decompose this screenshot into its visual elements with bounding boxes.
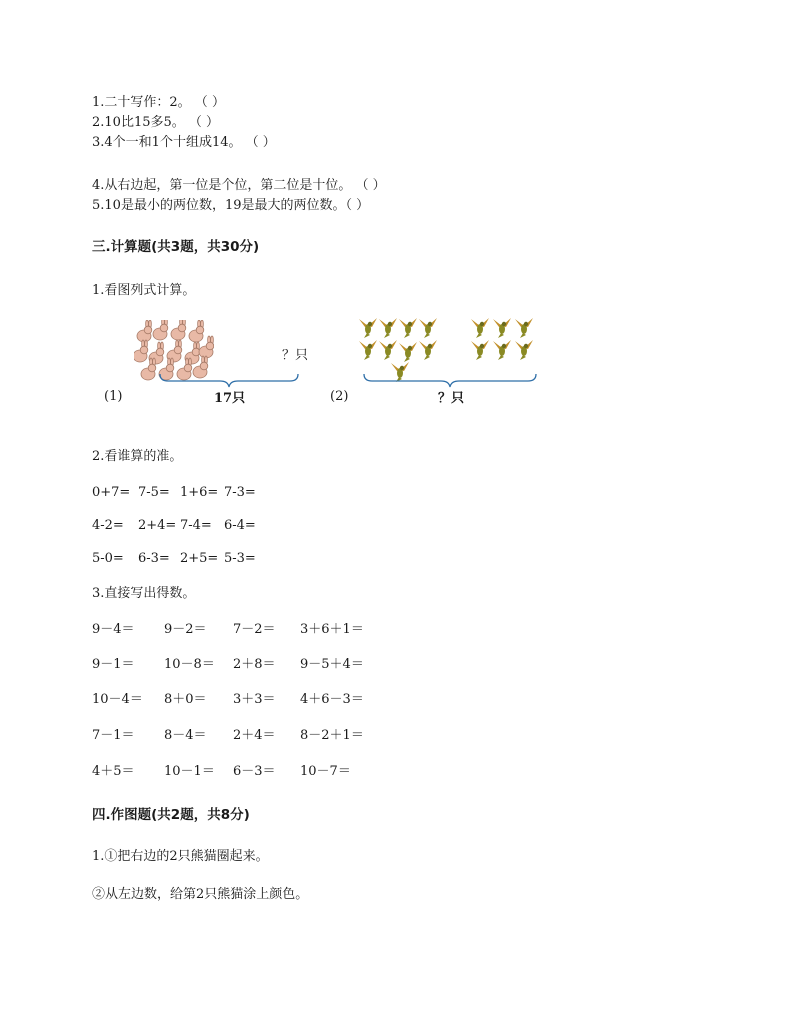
q3-equation-r1-c3: 7－2＝ xyxy=(233,622,276,637)
fig2-brace xyxy=(362,372,538,388)
q2-equation-r2-c1: 4-2= xyxy=(92,518,124,533)
section3-title: 三.计算题(共3题，共30分) xyxy=(92,239,260,255)
rabbit-figure xyxy=(134,340,148,362)
q3-equation-r4-c2: 8－4＝ xyxy=(164,728,207,743)
rabbit-figure xyxy=(153,320,168,340)
q2-equation-r2-c2: 2+4= xyxy=(138,518,177,533)
q3-equation-r2-c3: 2＋8＝ xyxy=(233,657,276,672)
q2-equation-r3-c1: 5-0= xyxy=(92,551,124,566)
fig1-unknown-label: ？只 xyxy=(282,348,309,363)
fig2-unknown-label: ？只 xyxy=(438,391,465,406)
q3-equation-r3-c3: 3＋3＝ xyxy=(233,692,276,707)
bird-figure xyxy=(493,340,511,360)
q3-equation-r4-c1: 7－1＝ xyxy=(92,728,135,743)
q2-prompt: 2.看谁算的准。 xyxy=(92,449,183,464)
q3-equation-r3-c4: 4＋6－3＝ xyxy=(300,692,364,707)
q3-equation-r3-c2: 8＋0＝ xyxy=(164,692,207,707)
judgement-item-5: 5.10是最小的两位数，19是最大的两位数。（ ） xyxy=(92,198,370,213)
bird-figure xyxy=(379,340,397,360)
q2-equation-r1-c3: 1+6= xyxy=(180,485,219,500)
q2-equation-r1-c4: 7-3= xyxy=(224,485,256,500)
q3-equation-r2-c4: 9－5＋4＝ xyxy=(300,657,364,672)
bird-figure xyxy=(515,318,533,338)
q3-equation-r5-c4: 10－7＝ xyxy=(300,764,351,779)
bird-figure xyxy=(471,318,489,338)
q2-equation-r1-c1: 0+7= xyxy=(92,485,131,500)
fig2-number: (2) xyxy=(330,389,349,404)
q2-equation-r3-c4: 5-3= xyxy=(224,551,256,566)
section4-q1-part2: ②从左边数，给第2只熊猫涂上颜色。 xyxy=(92,887,309,902)
rabbit-figure xyxy=(137,320,152,342)
q1-prompt: 1.看图列式计算。 xyxy=(92,283,196,298)
section4-title: 四.作图题(共2题，共8分) xyxy=(92,807,250,823)
bird-figure xyxy=(379,318,397,338)
fig1-number: (1) xyxy=(104,389,123,404)
q2-equation-r3-c2: 6-3= xyxy=(138,551,170,566)
q3-equation-r5-c3: 6－3＝ xyxy=(233,764,276,779)
fig1-brace xyxy=(158,372,300,388)
judgement-item-3: 3.4个一和1个十组成14。 （ ） xyxy=(92,135,276,150)
bird-figure xyxy=(515,340,533,360)
q3-equation-r5-c2: 10－1＝ xyxy=(164,764,215,779)
bird-figure xyxy=(493,318,511,338)
q3-prompt: 3.直接写出得数。 xyxy=(92,586,196,601)
q3-equation-r1-c2: 9－2＝ xyxy=(164,622,207,637)
bird-figure xyxy=(399,318,417,338)
judgement-item-2: 2.10比15多5。 （ ） xyxy=(92,115,220,130)
section4-q1-part1: 1.①把右边的2只熊猫圈起来。 xyxy=(92,849,269,864)
judgement-item-4: 4.从右边起，第一位是个位，第二位是十位。 （ ） xyxy=(92,178,386,193)
bird-figure xyxy=(471,340,489,360)
bird-figure xyxy=(399,342,417,362)
rabbit-figure xyxy=(189,320,204,342)
bird-figure xyxy=(359,318,377,338)
q2-equation-r2-c3: 7-4= xyxy=(180,518,212,533)
q3-equation-r3-c1: 10－4＝ xyxy=(92,692,143,707)
q2-equation-r2-c4: 6-4= xyxy=(224,518,256,533)
bird-figure xyxy=(359,340,377,360)
q2-equation-r1-c2: 7-5= xyxy=(138,485,170,500)
fig1-total-label: 17只 xyxy=(214,391,246,406)
q3-equation-r1-c1: 9－4＝ xyxy=(92,622,135,637)
q3-equation-r4-c3: 2＋4＝ xyxy=(233,728,276,743)
q3-equation-r2-c2: 10－8＝ xyxy=(164,657,215,672)
q2-equation-r3-c3: 2+5= xyxy=(180,551,219,566)
rabbit-figure xyxy=(171,320,186,340)
bird-figure xyxy=(419,340,437,360)
q3-equation-r5-c1: 4＋5＝ xyxy=(92,764,135,779)
q3-equation-r1-c4: 3＋6＋1＝ xyxy=(300,622,364,637)
judgement-item-1: 1.二十写作：2。 （ ） xyxy=(92,95,225,110)
bird-figure xyxy=(419,318,437,338)
q3-equation-r4-c4: 8－2＋1＝ xyxy=(300,728,364,743)
q3-equation-r2-c1: 9－1＝ xyxy=(92,657,135,672)
